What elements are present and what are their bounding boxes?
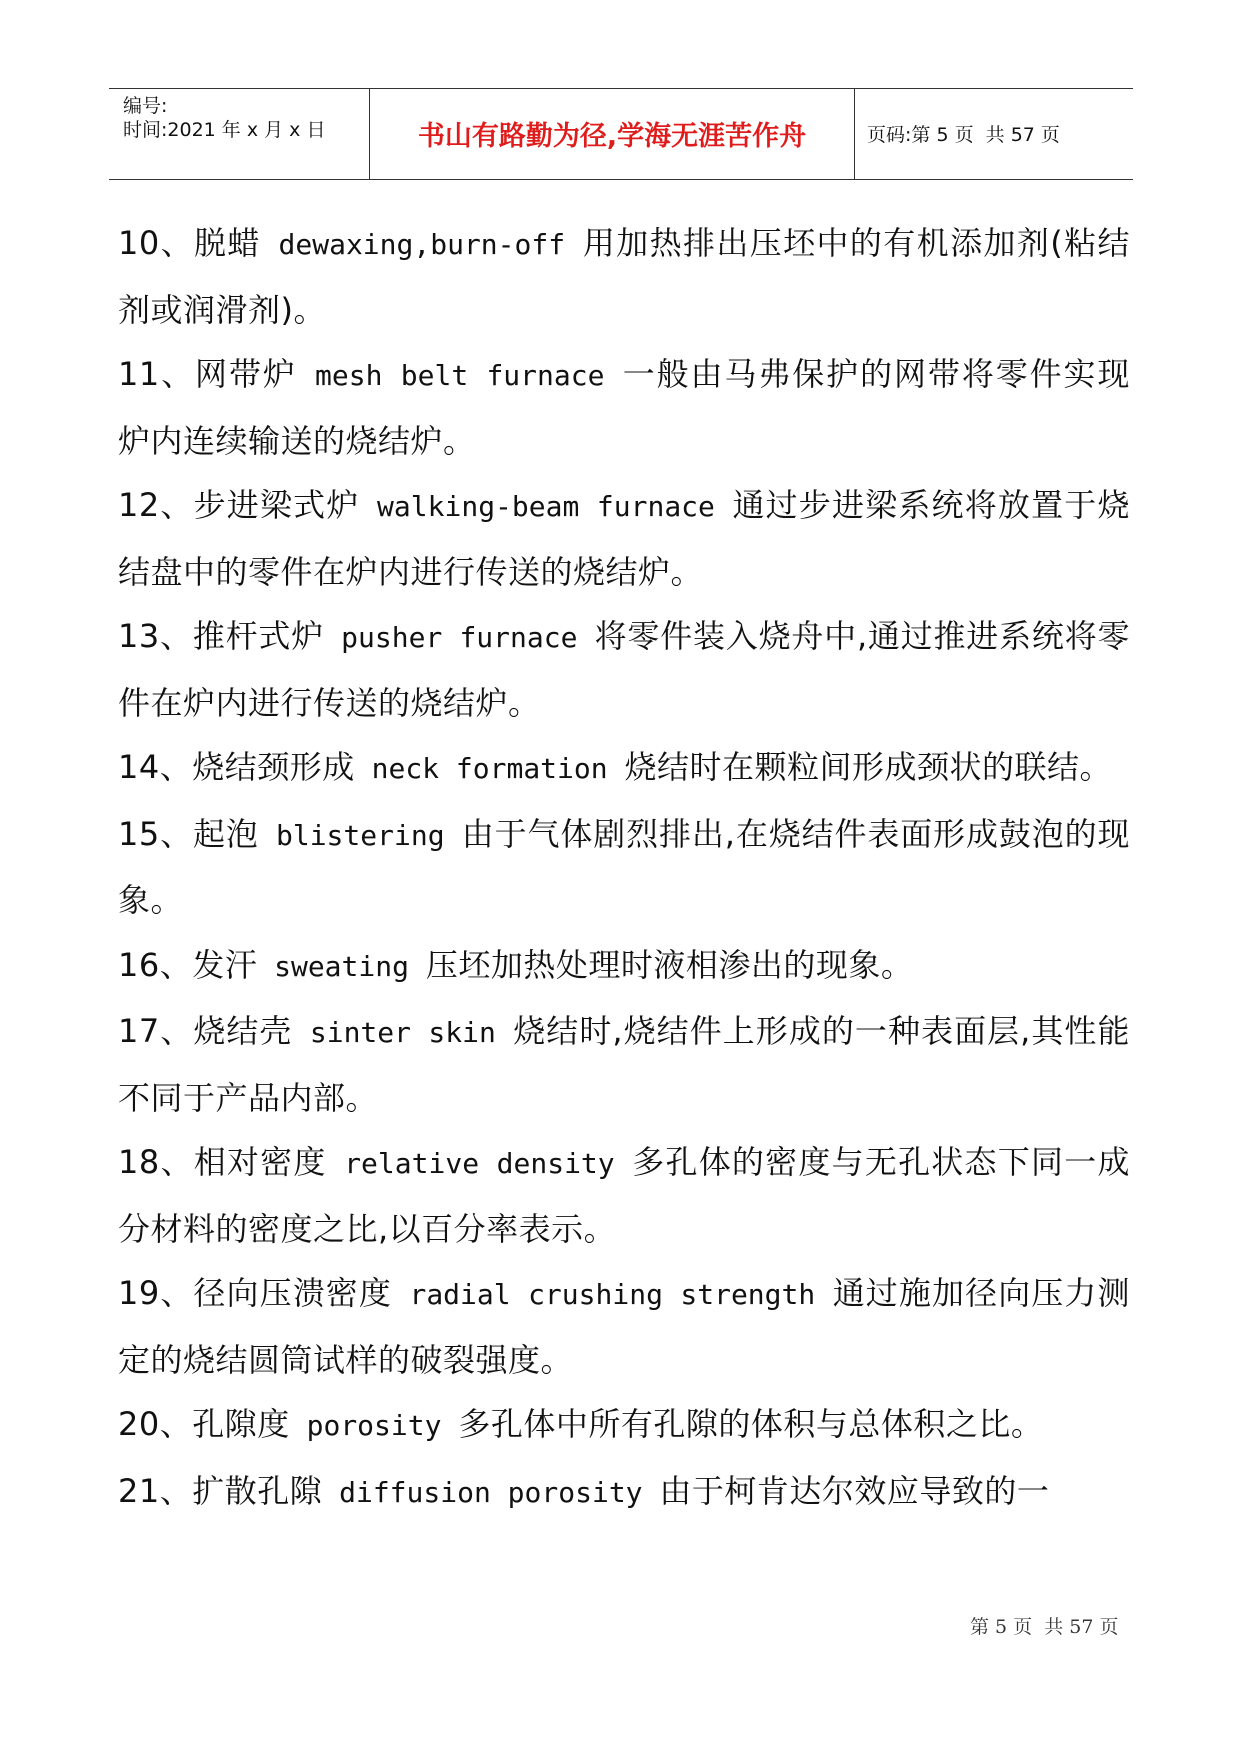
term-definition: 由于柯肯达尔效应导致的一	[659, 1471, 1050, 1510]
term-definition: 一般由马弗保护的网带将零件实现炉内连续输送的烧结炉。	[118, 355, 1130, 460]
term-chinese: 扩散孔隙	[192, 1471, 323, 1510]
term-chinese: 烧结壳	[193, 1012, 293, 1050]
term-entry	[118, 1392, 1130, 1459]
term-chinese: 相对密度	[193, 1143, 327, 1181]
page-footer: 第 5 页 共 57 页	[970, 1616, 1119, 1638]
term-entry	[118, 933, 1130, 1000]
term-definition: 多孔体的密度与无孔状态下同一成分材料的密度之比,以百分率表示。	[118, 1143, 1130, 1248]
term-entry	[118, 473, 1130, 604]
term-entry	[118, 1130, 1130, 1261]
term-english: pusher furnace	[324, 621, 595, 654]
term-entry	[118, 604, 1130, 735]
entry-number: 14、	[118, 748, 193, 786]
term-english: walking-beam furnace	[359, 490, 733, 523]
page-code-text: 页码:第 5 页 共 57 页	[867, 124, 1060, 146]
term-definition: 烧结时在颗粒间形成颈状的联结。	[624, 748, 1112, 786]
entry-number: 19、	[118, 1274, 194, 1312]
entry-number: 16、	[118, 945, 193, 984]
term-chinese: 径向压溃密度	[193, 1274, 393, 1312]
term-english: mesh belt furnace	[296, 359, 623, 392]
header-meta	[123, 94, 325, 142]
term-chinese: 步进梁式炉	[193, 486, 360, 524]
term-definition: 通过步进梁系统将放置于烧结盘中的零件在炉内进行传送的烧结炉。	[118, 486, 1130, 591]
term-entry	[118, 211, 1130, 342]
entry-number: 17、	[118, 1012, 194, 1050]
term-english: diffusion porosity	[322, 1475, 660, 1509]
entry-number: 15、	[118, 814, 193, 853]
term-entry	[118, 735, 1130, 802]
term-english: sweating	[257, 949, 426, 983]
term-english: dewaxing,burn-off	[260, 228, 583, 261]
term-chinese: 烧结颈形成	[192, 748, 355, 786]
entry-number: 12、	[118, 486, 194, 524]
term-entry	[118, 1459, 1130, 1526]
term-english: radial crushing strength	[392, 1278, 833, 1311]
term-chinese: 推杆式炉	[192, 617, 324, 655]
number-label: 编号:	[123, 95, 168, 117]
term-chinese: 起泡	[192, 814, 259, 853]
term-entry	[118, 999, 1130, 1130]
entry-number: 20、	[118, 1405, 193, 1443]
entry-number: 10、	[118, 224, 194, 262]
term-definition: 烧结时,烧结件上形成的一种表面层,其性能不同于产品内部。	[118, 1012, 1130, 1117]
term-definition: 用加热排出压坯中的有机添加剂(粘结剂或润滑剂)。	[118, 224, 1130, 329]
term-english: relative density	[326, 1147, 633, 1180]
entry-number: 18、	[118, 1143, 194, 1181]
term-chinese: 孔隙度	[192, 1405, 290, 1443]
time-label: 时间:2021 年 x 月 x 日	[123, 119, 326, 141]
term-definition: 通过施加径向压力测定的烧结圆筒试样的破裂强度。	[118, 1274, 1130, 1379]
entry-number: 21、	[118, 1471, 193, 1510]
term-entry	[118, 802, 1130, 933]
header-divider	[369, 89, 370, 179]
term-definition: 压坯加热处理时液相渗出的现象。	[425, 945, 914, 984]
header-motto: 书山有路勤为径,学海无涯苦作舟	[417, 121, 807, 152]
header-page-code	[867, 89, 1060, 178]
entry-number: 13、	[118, 617, 193, 655]
term-chinese: 脱蜡	[194, 224, 261, 262]
term-entry	[118, 1261, 1130, 1392]
document-body	[118, 211, 1130, 1525]
header-divider	[854, 89, 855, 179]
term-english: blistering	[258, 818, 462, 852]
term-chinese: 发汗	[192, 945, 258, 984]
term-entry	[118, 342, 1130, 473]
term-english: neck formation	[354, 752, 625, 785]
term-chinese: 网带炉	[195, 355, 297, 393]
term-english: porosity	[289, 1409, 459, 1442]
term-definition: 多孔体中所有孔隙的体积与总体积之比。	[458, 1405, 1044, 1443]
term-english: sinter skin	[292, 1016, 514, 1049]
entry-number: 11、	[118, 355, 196, 393]
term-definition: 由于气体剧烈排出,在烧结件表面形成鼓泡的现象。	[118, 814, 1130, 919]
document-header	[109, 88, 1133, 180]
term-definition: 将零件装入烧舟中,通过推进系统将零件在炉内进行传送的烧结炉。	[118, 617, 1130, 722]
